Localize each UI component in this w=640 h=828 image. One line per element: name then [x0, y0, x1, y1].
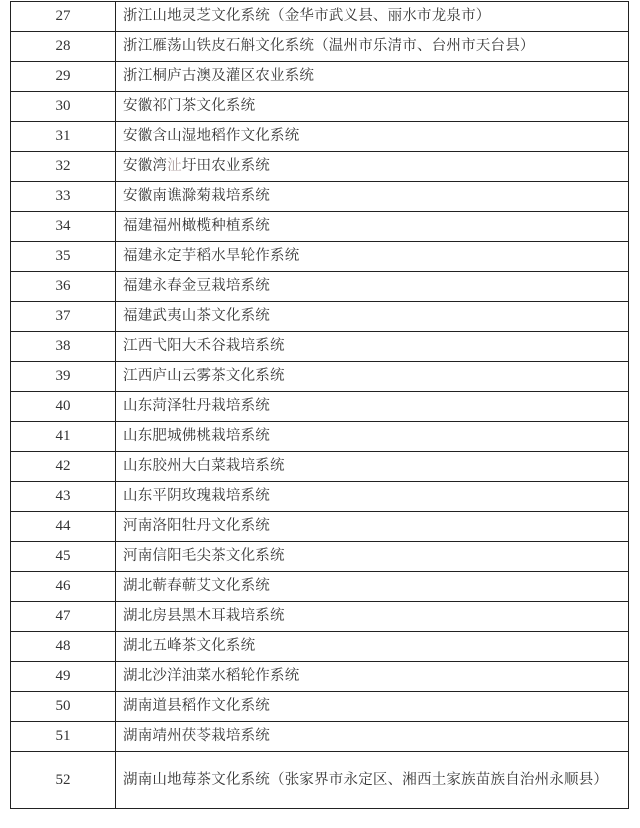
system-name: 江西庐山云雾茶文化系统 — [116, 362, 629, 392]
row-number: 51 — [11, 722, 116, 752]
table-row — [11, 422, 629, 452]
row-number: 28 — [11, 32, 116, 62]
name-part: 沚 — [167, 158, 182, 174]
row-number: 35 — [11, 242, 116, 272]
row-number: 30 — [11, 92, 116, 122]
system-name: 河南洛阳牡丹文化系统 — [116, 512, 629, 542]
system-name: 湖北沙洋油菜水稻轮作系统 — [116, 662, 629, 692]
system-name: 福建永春金豆栽培系统 — [116, 272, 629, 302]
table-row — [11, 632, 629, 662]
table-row — [11, 602, 629, 632]
table-row — [11, 302, 629, 332]
table-row — [11, 572, 629, 602]
heritage-systems-table — [10, 1, 629, 809]
system-name: 福建福州橄榄种植系统 — [116, 212, 629, 242]
system-name: 浙江山地灵芝文化系统（金华市武义县、丽水市龙泉市） — [116, 2, 629, 32]
system-name: 湖南山地莓茶文化系统（张家界市永定区、湘西土家族苗族自治州永顺县） — [116, 752, 629, 809]
row-number: 49 — [11, 662, 116, 692]
table-row — [11, 152, 629, 182]
table-row — [11, 392, 629, 422]
row-number: 39 — [11, 362, 116, 392]
row-number: 52 — [11, 752, 116, 809]
table-row — [11, 722, 629, 752]
system-name: 湖北蕲春蕲艾文化系统 — [116, 572, 629, 602]
system-name: 福建永定芋稻水旱轮作系统 — [116, 242, 629, 272]
table-row — [11, 32, 629, 62]
system-name: 浙江桐庐古澳及灌区农业系统 — [116, 62, 629, 92]
table-row — [11, 662, 629, 692]
table-row — [11, 242, 629, 272]
name-part: 圩田农业系统 — [181, 158, 271, 174]
row-number: 37 — [11, 302, 116, 332]
row-number: 44 — [11, 512, 116, 542]
system-name: 山东肥城佛桃栽培系统 — [116, 422, 629, 452]
table-row — [11, 482, 629, 512]
table-row — [11, 362, 629, 392]
table-row — [11, 92, 629, 122]
system-name: 湖北五峰茶文化系统 — [116, 632, 629, 662]
row-number: 46 — [11, 572, 116, 602]
row-number: 27 — [11, 2, 116, 32]
row-number: 40 — [11, 392, 116, 422]
system-name: 山东胶州大白菜栽培系统 — [116, 452, 629, 482]
table-row — [11, 512, 629, 542]
row-number: 43 — [11, 482, 116, 512]
system-name: 河南信阳毛尖茶文化系统 — [116, 542, 629, 572]
table-row — [11, 272, 629, 302]
table-row — [11, 182, 629, 212]
table-row — [11, 122, 629, 152]
row-number: 42 — [11, 452, 116, 482]
system-name: 福建武夷山茶文化系统 — [116, 302, 629, 332]
system-name: 湖南靖州茯苓栽培系统 — [116, 722, 629, 752]
table-row — [11, 452, 629, 482]
row-number: 50 — [11, 692, 116, 722]
system-name: 浙江雁荡山铁皮石斛文化系统（温州市乐清市、台州市天台县） — [116, 32, 629, 62]
table-body — [11, 2, 629, 809]
table-row — [11, 62, 629, 92]
table-row — [11, 752, 629, 809]
system-name: 安徽祁门茶文化系统 — [116, 92, 629, 122]
system-name: 安徽南谯滁菊栽培系统 — [116, 182, 629, 212]
system-name — [116, 152, 629, 182]
system-name: 湖南道县稻作文化系统 — [116, 692, 629, 722]
table-row — [11, 692, 629, 722]
row-number: 29 — [11, 62, 116, 92]
row-number: 41 — [11, 422, 116, 452]
table-row — [11, 2, 629, 32]
row-number: 38 — [11, 332, 116, 362]
row-number: 33 — [11, 182, 116, 212]
system-name: 山东平阴玫瑰栽培系统 — [116, 482, 629, 512]
system-name: 安徽含山湿地稻作文化系统 — [116, 122, 629, 152]
row-number: 31 — [11, 122, 116, 152]
table-row — [11, 542, 629, 572]
row-number: 47 — [11, 602, 116, 632]
row-number: 48 — [11, 632, 116, 662]
system-name: 江西弋阳大禾谷栽培系统 — [116, 332, 629, 362]
table-row — [11, 332, 629, 362]
row-number: 45 — [11, 542, 116, 572]
row-number: 36 — [11, 272, 116, 302]
row-number: 34 — [11, 212, 116, 242]
row-number: 32 — [11, 152, 116, 182]
name-part: 安徽湾 — [123, 158, 168, 174]
system-name: 湖北房县黑木耳栽培系统 — [116, 602, 629, 632]
table-row — [11, 212, 629, 242]
system-name: 山东菏泽牡丹栽培系统 — [116, 392, 629, 422]
